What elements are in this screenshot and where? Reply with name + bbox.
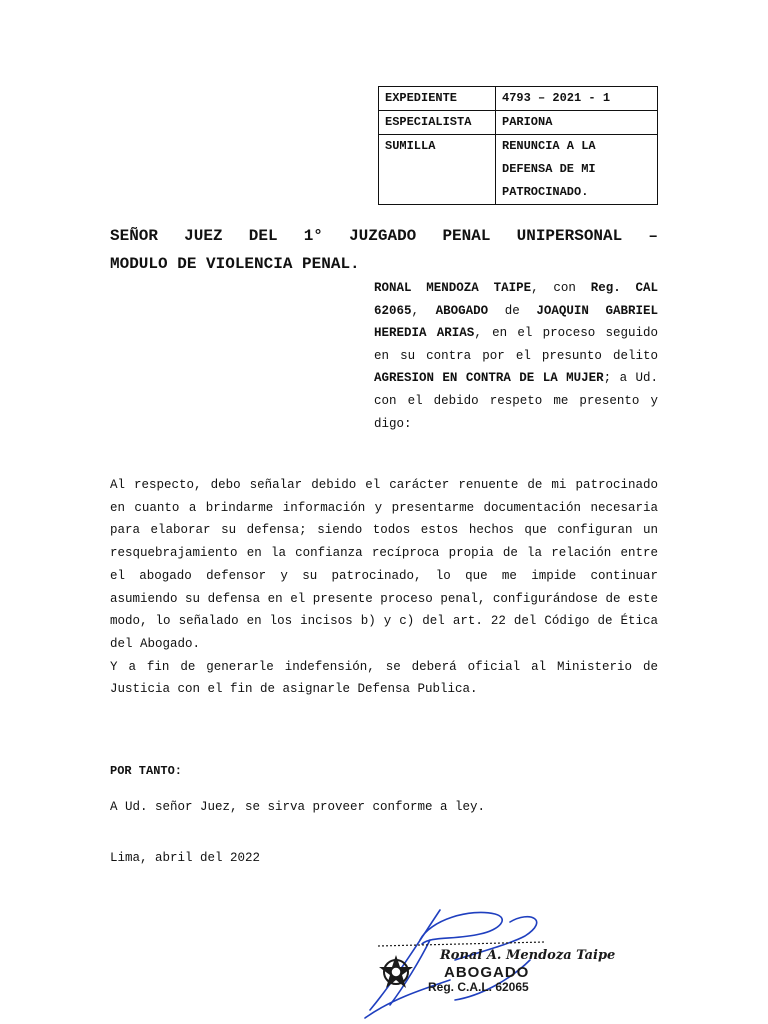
petition-text: A Ud. señor Juez, se sirva proveer conforme a ley. [110,800,486,814]
specialist-value: PARIONA [496,111,658,135]
case-number-value: 4793 – 2021 - 1 [496,87,658,111]
intro-text: , en el proceso seguido en su contra por el presunto delito [374,326,658,363]
table-row [379,111,658,135]
body-paragraph: Y a fin de generarle indefensión, se deberá oficial al Ministerio de Justicia con el fin de asignarle Defensa Publica. [110,659,658,697]
therefore-heading: POR TANTO: [110,764,183,778]
summary-label: SUMILLA [379,135,496,205]
document-body [110,474,658,701]
lawyer-introduction [374,277,658,435]
addressee-line-2: MODULO DE VIOLENCIA PENAL. [110,255,360,273]
table-row [379,135,658,205]
stamp-lawyer-name: Ronal A. Mendoza Taipe [440,948,616,963]
case-number-label: EXPEDIENTE [379,87,496,111]
stamp-title: ABOGADO [444,964,530,981]
crime-name: AGRESION EN CONTRA DE LA MUJER [374,371,604,386]
intro-text: ; a Ud. con el debido respeto me presento y digo: [374,371,658,431]
lawyer-stamp-signature [360,900,616,1020]
lawyer-name: RONAL MENDOZA TAIPE [374,281,532,295]
summary-value: RENUNCIA A LA DEFENSA DE MI PATROCINADO. [496,135,658,205]
addressee-line-1: SEÑOR JUEZ DEL 1° JUZGADO PENAL UNIPERSONAL – [110,227,658,245]
client-name: JOAQUIN GABRIEL HEREDIA ARIAS [374,303,658,341]
place-date: Lima, abril del 2022 [110,851,261,865]
stamp-registration: Reg. C.A.L. 62065 [428,980,529,994]
addressee-heading [110,222,658,278]
intro-text: , con [531,281,591,295]
lawyer-role: ABOGADO [435,303,489,318]
bar-registration: Reg. CAL 62065 [374,281,659,318]
body-paragraph: Al respecto, debo señalar debido el carácter renuente de mi patrocinado en cuanto a brindarme información y presentarme documentación necesaria para elaborar su defensa; siendo todos estos hechos que configuran un resquebrajamiento en la confianza recíproca propia de la relación entre el abogado defensor y su patrocinado, lo que me impide continuar asumiendo su defensa en el presente proceso penal, configurándose de este modo, lo señalado en los incisos b) y c) del art. 22 del Código de Ética del Abogado. [110,478,658,651]
bar-emblem-icon [379,955,413,988]
case-info-table [378,86,658,205]
specialist-label: ESPECIALISTA [379,111,496,135]
intro-text: , [411,303,436,318]
intro-text: de [488,303,537,318]
table-row [379,87,658,111]
